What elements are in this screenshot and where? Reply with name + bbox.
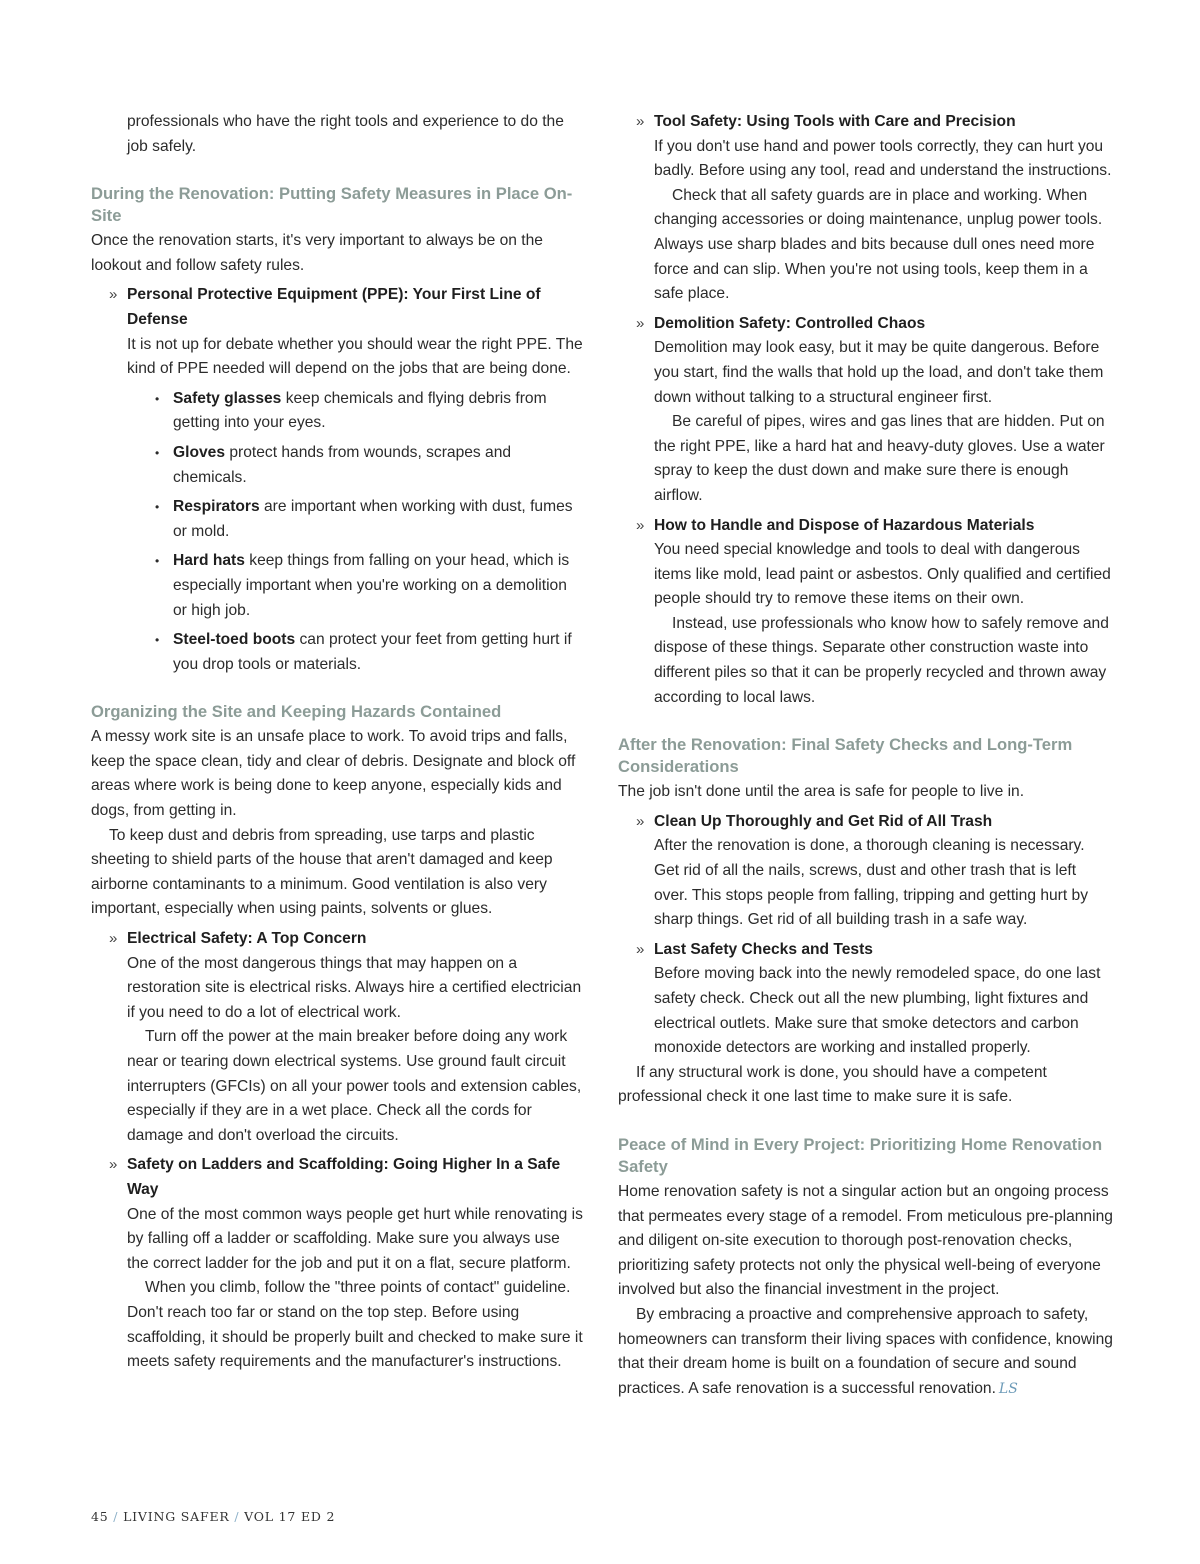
bullet-term: Hard hats bbox=[173, 552, 245, 570]
organizing-para2: To keep dust and debris from spreading, use tarps and plastic sheeting to shield parts of the house that aren't damaged and keep airborne contaminants to a minimum. Good ventilation is also very important, especially when using paints, solvents or glues. bbox=[91, 826, 553, 918]
footer-separator: / bbox=[229, 1509, 245, 1524]
demolition-item bbox=[618, 312, 1113, 509]
tool-safety-title: Tool Safety: Using Tools with Care and Precision bbox=[654, 113, 1016, 130]
ppe-bullet-steel-toed-boots bbox=[91, 628, 583, 677]
ladders-title: Safety on Ladders and Scaffolding: Going Higher In a Safe Way bbox=[127, 1156, 561, 1198]
peace-para2: By embracing a proactive and comprehensive approach to safety, homeowners can transform their living spaces with confidence, knowing that their dream home is built on a foundation of secure and sound practices. A safe renovation is a successful renovation. bbox=[618, 1305, 1113, 1397]
bullet-term: Respirators bbox=[173, 498, 260, 516]
ppe-title: Personal Protective Equipment (PPE): Your First Line of Defense bbox=[127, 286, 541, 328]
page-footer bbox=[91, 1509, 335, 1524]
arrow-bullet-icon: » bbox=[636, 516, 645, 534]
ladders-body1: One of the most common ways people get hurt while renovating is by falling off a ladder or scaffolding. Make sure you always use the correct ladder for the job and put it on a flat, secure platform. bbox=[127, 1205, 583, 1272]
hazardous-body2: Instead, use professionals who know how to safely remove and dispose of these things. Separate other construction waste into different piles so that it can be properly recycled and thrown away according to local laws. bbox=[654, 614, 1109, 706]
bullet-text: are important when working with dust, fumes or mold. bbox=[173, 498, 573, 540]
publication-name: LIVING SAFER bbox=[123, 1509, 230, 1524]
electrical-item bbox=[91, 927, 583, 1148]
bullet-text: keep things from falling on your head, which is especially important when you're working on a demolition or high job. bbox=[173, 552, 570, 619]
ppe-item bbox=[91, 283, 583, 381]
arrow-bullet-icon: » bbox=[636, 113, 645, 130]
tool-safety-body2: Check that all safety guards are in place and working. When changing accessories or doing maintenance, unplug power tools. Always use sharp blades and bits because dull ones need more force and can slip. When you're not using tools, keep them in a safe place. bbox=[654, 186, 1103, 303]
intro-continuation: professionals who have the right tools and experience to do the job safely. bbox=[127, 113, 564, 155]
during-intro: Once the renovation starts, it's very important to always be on the lookout and follow safety rules. bbox=[91, 232, 543, 274]
heading-after-renovation: After the Renovation: Final Safety Checks and Long-Term Considerations bbox=[618, 735, 1073, 777]
bullet-dot-icon: • bbox=[155, 445, 160, 460]
arrow-bullet-icon: » bbox=[636, 812, 645, 830]
bullet-term: Safety glasses bbox=[173, 389, 282, 407]
heading-organizing-site: Organizing the Site and Keeping Hazards Contained bbox=[91, 702, 502, 722]
peace-para2-wrapper bbox=[618, 1303, 1113, 1401]
arrow-bullet-icon: » bbox=[636, 940, 645, 958]
cleanup-title: Clean Up Thoroughly and Get Rid of All Trash bbox=[654, 812, 993, 830]
tool-safety-item bbox=[618, 110, 1113, 307]
after-closing: If any structural work is done, you should have a competent professional check it one last time to make sure it is safe. bbox=[618, 1063, 1047, 1106]
bullet-text: keep chemicals and flying debris from getting into your eyes. bbox=[173, 389, 547, 432]
bullet-dot-icon: • bbox=[155, 500, 160, 515]
heading-peace-of-mind: Peace of Mind in Every Project: Prioritizing Home Renovation Safety bbox=[618, 1134, 1103, 1176]
hazardous-title: How to Handle and Dispose of Hazardous Materials bbox=[654, 516, 1035, 534]
arrow-bullet-icon: » bbox=[109, 930, 118, 948]
arrow-bullet-icon: » bbox=[109, 1156, 118, 1174]
arrow-bullet-icon: » bbox=[109, 286, 118, 304]
demolition-body1: Demolition may look easy, but it may be quite dangerous. Before you start, find the walls that hold up the load, and don't take them down without talking to a structural engineer first. bbox=[654, 339, 1104, 406]
arrow-bullet-icon: » bbox=[636, 314, 645, 332]
electrical-title: Electrical Safety: A Top Concern bbox=[127, 930, 367, 948]
living-safer-end-mark-icon: LS bbox=[998, 1380, 1018, 1397]
bullet-text: protect hands from wounds, scrapes and chemicals. bbox=[173, 443, 512, 486]
heading-during-renovation: During the Renovation: Putting Safety Measures in Place On-Site bbox=[91, 184, 573, 226]
cleanup-body: After the renovation is done, a thorough cleaning is necessary. Get rid of all the nails, screws, dust and other trash that is left over. This stops people from falling, tripping and getting hurt by sharp things. Get rid of all building trash in a safe way. bbox=[654, 837, 1088, 929]
final-checks-body: Before moving back into the newly remodeled space, do one last safety check. Check out all the new plumbing, light fixtures and electrical outlets. Make sure that smoke detectors and carbon monoxide detectors are working and installed properly. bbox=[654, 965, 1101, 1057]
demolition-title: Demolition Safety: Controlled Chaos bbox=[654, 314, 926, 332]
ppe-bullet-safety-glasses bbox=[91, 387, 583, 436]
peace-para1: Home renovation safety is not a singular action but an ongoing process that permeates every stage of a remodel. From meticulous pre-planning and diligent on-site execution to thorough post-renovation checks, prioritizing safety protects not only the physical well-being of everyone involved but also the financial investment in the project. bbox=[618, 1182, 1113, 1299]
bullet-dot-icon: • bbox=[155, 391, 160, 406]
bullet-text: can protect your feet from getting hurt if you drop tools or materials. bbox=[173, 631, 572, 673]
ppe-body: It is not up for debate whether you should wear the right PPE. The kind of PPE needed will depend on the jobs that are being done. bbox=[127, 335, 583, 378]
final-checks-title: Last Safety Checks and Tests bbox=[654, 940, 873, 958]
hazardous-item bbox=[618, 514, 1113, 711]
bullet-dot-icon: • bbox=[155, 633, 160, 648]
hazardous-body1: You need special knowledge and tools to deal with dangerous items like mold, lead paint or asbestos. Only qualified and certified people should try to remove these items on their own. bbox=[654, 541, 1111, 608]
left-column bbox=[91, 110, 583, 1375]
ppe-bullet-hard-hats bbox=[91, 549, 583, 623]
ladders-item bbox=[91, 1153, 583, 1374]
bullet-term: Gloves bbox=[173, 443, 226, 461]
tool-safety-body1: If you don't use hand and power tools correctly, they can hurt you badly. Before using any tool, read and understand the instructions. bbox=[654, 137, 1112, 180]
footer-separator: / bbox=[108, 1509, 124, 1524]
issue-label: VOL 17 ED 2 bbox=[244, 1509, 336, 1524]
bullet-term: Steel-toed boots bbox=[173, 631, 296, 649]
bullet-dot-icon: • bbox=[155, 554, 160, 569]
right-column bbox=[618, 110, 1113, 1401]
final-checks-item bbox=[618, 938, 1113, 1061]
ppe-bullet-respirators bbox=[91, 495, 583, 544]
ladders-body2: When you climb, follow the "three points of contact" guideline. Don't reach too far or stand on the top step. Before using scaffolding, it should be properly built and checked to make sure it meets safety requirements and the manufacturer's instructions. bbox=[127, 1279, 583, 1371]
electrical-body2: Turn off the power at the main breaker before doing any work near or tearing down electrical systems. Use ground fault circuit interrupters (GFCIs) on all your power tools and extension cables, especially if they are in a wet place. Check all the cords for damage and don't overload the circuits. bbox=[127, 1028, 582, 1144]
organizing-para1: A messy work site is an unsafe place to work. To avoid trips and falls, keep the space clean, tidy and clear of debris. Designate and block off areas where work is being done to keep anyone, especially kids and dogs, from getting in. bbox=[91, 728, 576, 820]
demolition-body2: Be careful of pipes, wires and gas lines that are hidden. Put on the right PPE, like a hard hat and heavy-duty gloves. Use a water spray to keep the dust down and make sure there is enough airflow. bbox=[654, 413, 1105, 504]
cleanup-item bbox=[618, 810, 1113, 933]
ppe-bullet-gloves bbox=[91, 441, 583, 490]
after-intro: The job isn't done until the area is safe for people to live in. bbox=[618, 783, 1025, 801]
page-number: 45 bbox=[91, 1509, 109, 1524]
electrical-body1: One of the most dangerous things that may happen on a restoration site is electrical risks. Always hire a certified electrician if you need to do a lot of electrical work. bbox=[127, 954, 582, 1021]
